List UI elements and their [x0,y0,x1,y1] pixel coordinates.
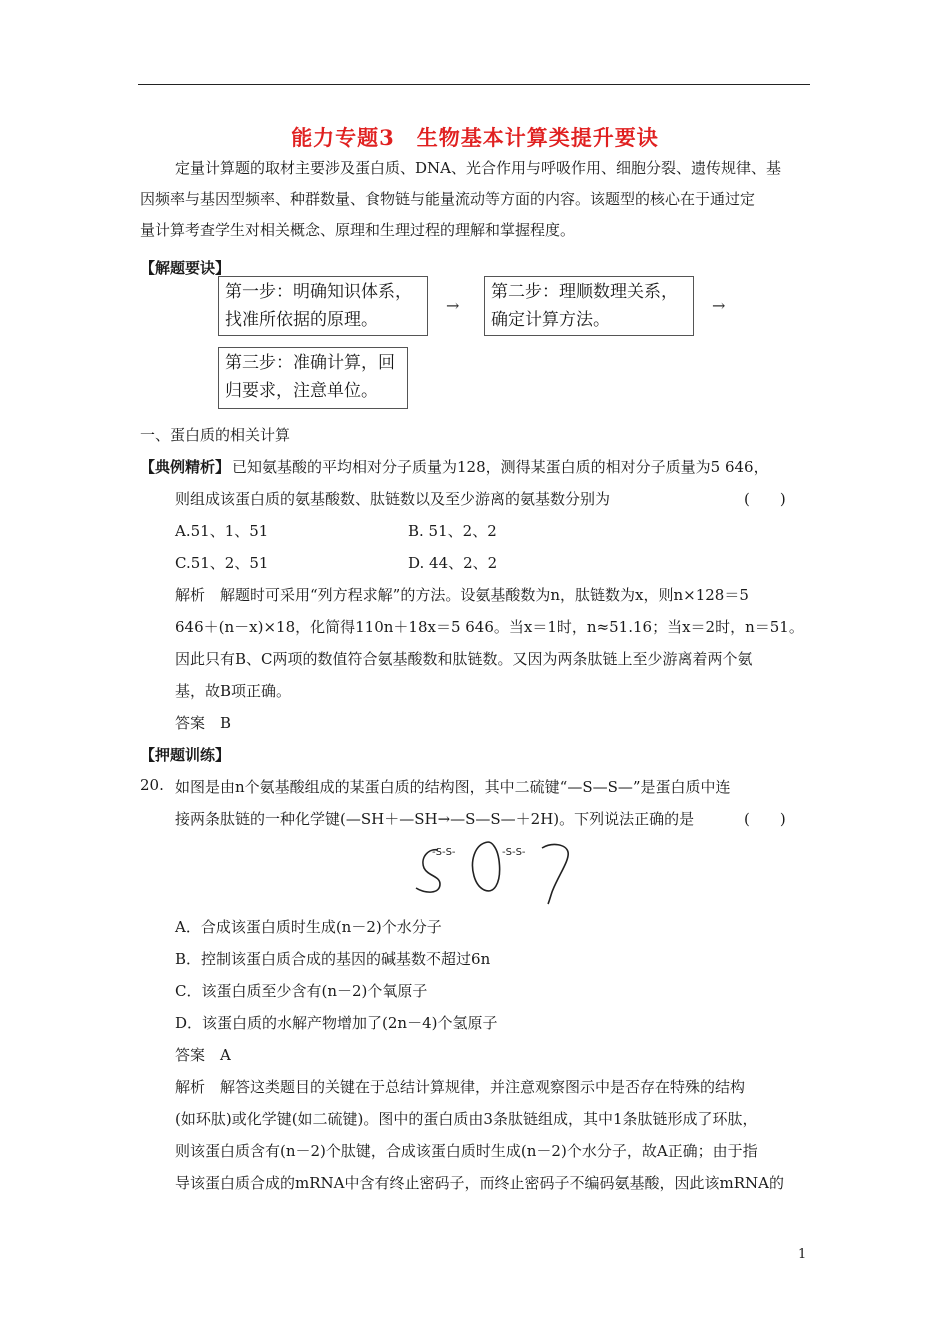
example-question-line-1: 已知氨基酸的平均相对分子质量为128，测得某蛋白质的相对分子质量为5 646， [232,458,769,476]
example-question-line-2: 则组成该蛋白质的氨基酸数、肽链数以及至少游离的氨基数分别为 [175,490,611,508]
step-box-1 [218,276,428,336]
question-answer: 答案 A [175,1046,231,1064]
question-option-a: A．合成该蛋白质时生成(n－2)个水分子 [175,918,442,936]
step-2-line-1: 第二步：理顺数理关系， [491,282,678,302]
answer-paren: ( ) [744,490,786,508]
page-title: 能力专题3 生物基本计算类提升要诀 [291,125,659,150]
question-analysis-line-2: (如环肽)或化学键(如二硫键)。图中的蛋白质由3条肽链组成，其中1条肽链形成了环肽， [175,1110,758,1128]
example-label: 【典例精析】 [140,458,231,476]
example-option-c: C.51、2、51 [175,554,269,572]
ring-peptide-chain [473,842,500,891]
example-analysis-line-3: 因此只有B、C两项的数值符合氨基酸数和肽链数。又因为两条肽链上至少游离着两个氨 [175,650,753,668]
example-option-a: A.51、1、51 [175,522,269,540]
arrow-icon: → [712,296,726,315]
step-box-2 [484,276,694,336]
example-option-b: B. 51、2、2 [408,522,497,540]
question-line-2: 接两条肽链的一种化学键(—SH＋—SH→—S—S—＋2H)。下列说法正确的是 [175,810,695,828]
header-rule [138,84,810,85]
peptide-chain-3 [542,845,568,904]
step-2-line-2: 确定计算方法。 [491,310,610,330]
disulfide-bond-label: -S-S- [432,847,456,858]
question-number: 20. [140,776,164,794]
step-1-line-2: 找准所依据的原理。 [225,310,378,330]
question-option-c: C．该蛋白质至少含有(n－2)个氧原子 [175,982,428,1000]
question-analysis-line-3: 则该蛋白质含有(n－2)个肽键，合成该蛋白质时生成(n－2)个水分子，故A正确；由于指 [175,1142,758,1160]
protein-structure-figure [408,836,578,906]
question-analysis-line-1: 解析 解答这类题目的关键在于总结计算规律，并注意观察图示中是否存在特殊的结构 [175,1078,746,1096]
question-option-d: D．该蛋白质的水解产物增加了(2n－4)个氢原子 [175,1014,498,1032]
tips-label: 【解题要诀】 [140,259,231,277]
step-box-3 [218,347,408,409]
disulfide-bond-label: -S-S- [502,847,526,858]
intro-line-1: 定量计算题的取材主要涉及蛋白质、DNA、光合作用与呼吸作用、细胞分裂、遗传规律、基 [175,159,781,177]
page-number: 1 [798,1247,807,1262]
question-option-b: B．控制该蛋白质合成的基因的碱基数不超过6n [175,950,491,968]
intro-line-2: 因频率与基因型频率、种群数量、食物链与能量流动等方面的内容。该题型的核心在于通过定 [140,190,756,208]
question-analysis-line-4: 导该蛋白质合成的mRNA中含有终止密码子，而终止密码子不编码氨基酸，因此该mRNA的 [175,1174,784,1192]
example-analysis-line-4: 基，故B项正确。 [175,682,292,700]
arrow-icon: → [446,296,460,315]
step-1-line-1: 第一步：明确知识体系， [225,282,412,302]
example-option-d: D. 44、2、2 [408,554,498,572]
step-3-line-2: 归要求，注意单位。 [225,381,378,401]
step-3-line-1: 第三步：准确计算，回 [225,353,395,373]
example-answer: 答案 B [175,714,232,732]
section-heading: 一、蛋白质的相关计算 [140,426,291,444]
example-analysis-line-1: 解析 解题时可采用“列方程求解”的方法。设氨基酸数为n，肽链数为x，则n×128＝5 [175,586,749,604]
example-analysis-line-2: 646＋(n－x)×18，化简得110n＋18x＝5 646。当x＝1时，n≈51.16；当x＝2时，n＝51。 [175,618,804,636]
intro-line-3: 量计算考查学生对相关概念、原理和生理过程的理解和掌握程度。 [140,221,576,239]
question-line-1: 如图是由n个氨基酸组成的某蛋白质的结构图，其中二硫键“—S—S—”是蛋白质中连 [175,778,731,796]
training-label: 【押题训练】 [140,746,231,764]
answer-paren: ( ) [744,810,786,828]
